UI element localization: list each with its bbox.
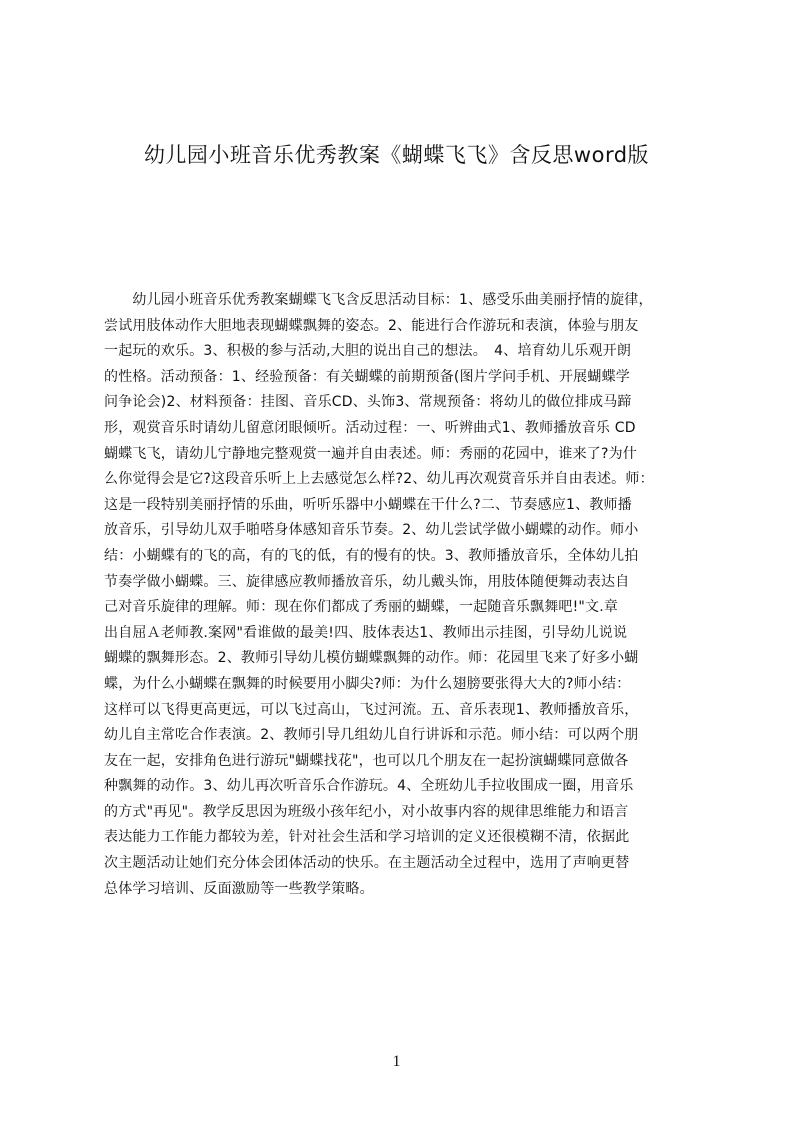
document-body bbox=[104, 288, 696, 938]
body-line: 么你觉得会是它?这段音乐听上上去感觉怎么样?2、幼儿再次观赏音乐并自由表述。师： bbox=[104, 471, 654, 488]
body-line: 蝶，为什么小蝴蝶在飘舞的时候要用小脚尖?师：为什么翅膀要张得大大的?师小结： bbox=[104, 675, 631, 692]
body-line: 一起玩的欢乐。3、积极的参与活动,大胆的说出自己的想法。 4、培育幼儿乐观开朗 bbox=[104, 343, 632, 360]
body-line: 的方式"再见"。教学反思因为班级小孩年纪小，对小故事内容的规律思维能力和语言 bbox=[104, 803, 629, 820]
document-title: 幼儿园小班音乐优秀教案《蝴蝶飞飞》含反思word版 bbox=[143, 143, 650, 167]
body-line: 这样可以飞得更高更远，可以飞过高山，飞过河流。五、音乐表现1、教师播放音乐， bbox=[104, 701, 639, 718]
body-line: 幼儿园小班音乐优秀教案蝴蝶飞飞含反思活动目标：1、感受乐曲美丽抒情的旋律， bbox=[104, 292, 653, 308]
body-line: 总体学习培训、反面激励等一些教学策略。 bbox=[104, 880, 374, 897]
body-line: 问争论会)2、材料预备：挂图、音乐CD、头饰3、常规预备：将幼儿的做位排成马蹄 bbox=[104, 394, 632, 411]
body-line: 幼儿自主常吃合作表演。2、教师引导几组幼儿自行讲诉和示范。师小结：可以两个朋 bbox=[104, 727, 639, 744]
body-line: 节奏学做小蝴蝶。三、旋律感应教师播放音乐，幼儿戴头饰，用肢体随便舞动表达自 bbox=[104, 573, 630, 590]
body-line: 表达能力工作能力都较为差，针对社会生活和学习培训的定义还很模糊不清，依据此 bbox=[104, 829, 630, 846]
body-line: 种飘舞的动作。3、幼儿再次听音乐合作游玩。4、全班幼儿手拉收围成一圈，用音乐 bbox=[104, 778, 634, 795]
body-line: 出自屈Ａ老师教.案网"看谁做的最美!四、肢体表达1、教师出示挂图，引导幼儿说说 bbox=[104, 624, 628, 641]
body-line: 己对音乐旋律的理解。师：现在你们都成了秀丽的蝴蝶，一起随音乐飘舞吧!"文.章 bbox=[104, 599, 619, 616]
body-line: 尝试用肢体动作大胆地表现蝴蝶飘舞的姿态。2、能进行合作游玩和表演，体验与朋友 bbox=[104, 317, 639, 334]
body-line: 蝴蝶的飘舞形态。2、教师引导幼儿模仿蝴蝶飘舞的动作。师：花园里飞来了好多小蝴 bbox=[104, 650, 639, 667]
body-line: 的性格。活动预备：1、经验预备：有关蝴蝶的前期预备(图片学问手机、开展蝴蝶学 bbox=[104, 368, 630, 385]
body-line: 形，观赏音乐时请幼儿留意闭眼倾听。活动过程：一、听辨曲式1、教师播放音乐 CD bbox=[104, 419, 636, 436]
page-number: 1 bbox=[392, 1053, 401, 1070]
body-line: 结：小蝴蝶有的飞的高，有的飞的低，有的慢有的快。3、教师播放音乐，全体幼儿拍 bbox=[104, 547, 639, 564]
body-line: 这是一段特别美丽抒情的乐曲，听听乐器中小蝴蝶在干什么?二、节奏感应1、教师播 bbox=[104, 496, 632, 513]
body-line: 友在一起，安排角色进行游玩"蝴蝶找花"，也可以几个朋友在一起扮演蝴蝶同意做各 bbox=[104, 752, 629, 769]
body-line: 放音乐，引导幼儿双手啪嗒身体感知音乐节奏。2、幼儿尝试学做小蝴蝶的动作。师小 bbox=[104, 522, 639, 539]
body-line: 次主题活动让她们充分体会团体活动的快乐。在主题活动全过程中，选用了声响更替 bbox=[104, 855, 630, 872]
body-line: 蝴蝶飞飞，请幼儿宁静地完整观赏一遍并自由表述。师：秀丽的花园中，谁来了?为什 bbox=[104, 445, 638, 462]
